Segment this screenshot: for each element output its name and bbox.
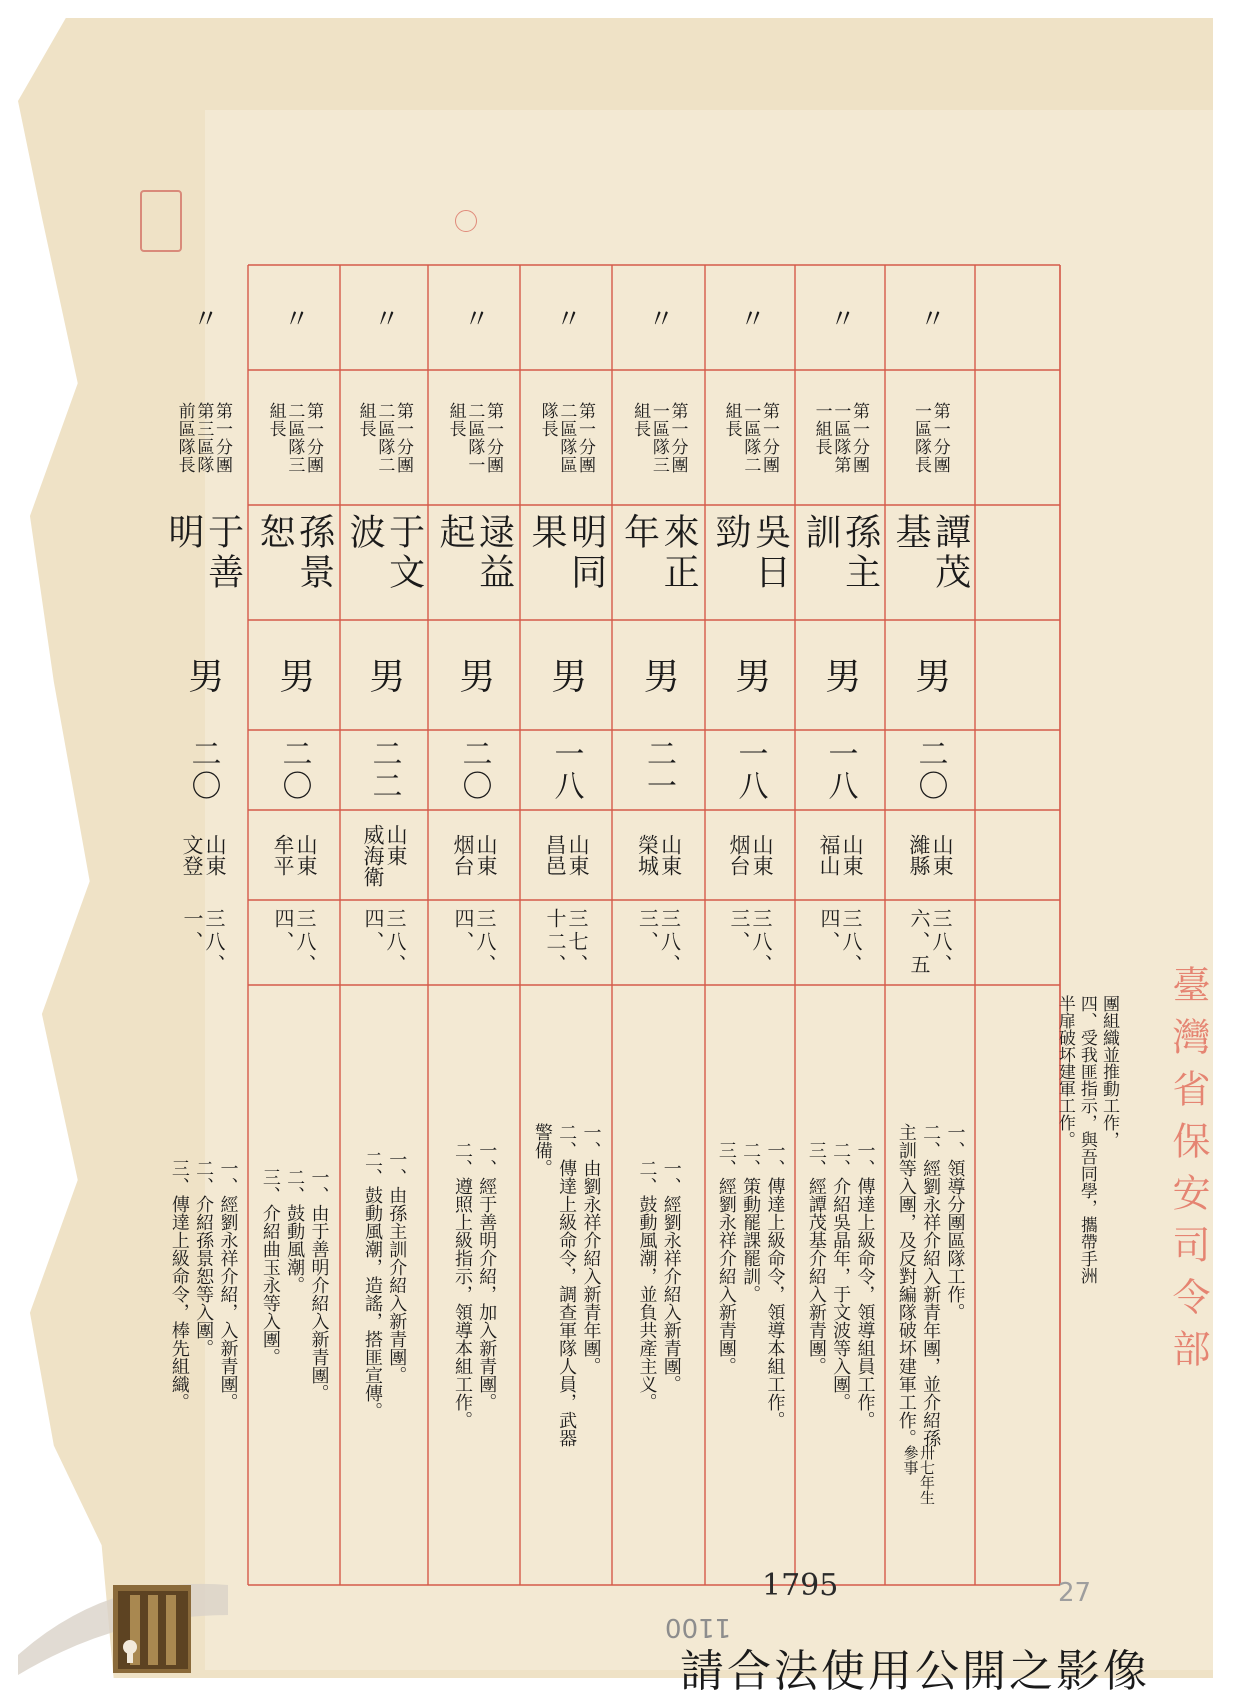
row-5-unit: 第一分團 二區隊區 隊長 bbox=[537, 401, 596, 474]
header-note: 團組織並推動工作， 四、受我匪指示，與吾同學，攜帶手洲 半扉破坏建軍工作。 bbox=[1054, 995, 1119, 1284]
row-7-unit: 第一分團 二區隊二 組長 bbox=[355, 401, 414, 474]
row-6-native: 山東 烟台 bbox=[451, 834, 499, 876]
row-5-date: 三七、十二、 bbox=[543, 908, 589, 977]
row-3-date: 三八、三、 bbox=[727, 908, 773, 977]
row-7-age: 二二 bbox=[366, 738, 402, 802]
row-6-remarks: 一、經于善明介紹，加入新青團。 二、遵照上級指示，領導本組工作。 bbox=[452, 1141, 498, 1429]
row-2-remarks: 一、傳達上級命令，領導組員工作。 二、介紹吳晶年，于文波等入團。 三、經譚茂基介紹入新青團。 bbox=[805, 1141, 876, 1429]
row-1-name: 譚茂基 bbox=[890, 513, 971, 593]
row-8-remarks: 一、由于善明介紹入新青團。 二、鼓動風潮。 三、介紹曲玉永等入團。 bbox=[259, 1168, 330, 1402]
row-1-sex: 男 bbox=[909, 657, 951, 693]
row-4-ditto: 〃 bbox=[643, 304, 674, 331]
row-9-native: 山東 文登 bbox=[180, 834, 228, 876]
row-9-sex: 男 bbox=[182, 657, 224, 693]
row-1-remarks: 一、領導分團區隊工作。 二、經劉永祥介紹入新青年團，並介紹孫 主訓等入團，及反對編隊破坏建軍工作。 bbox=[895, 1123, 966, 1447]
pencil-number: 27 bbox=[1058, 1578, 1092, 1608]
row-9-age: 二〇 bbox=[185, 738, 221, 802]
date-annotation: 卅七年生 參事 bbox=[901, 1445, 936, 1505]
row-6-age: 二〇 bbox=[456, 738, 492, 802]
institution-stamp: 臺灣省保安司令部 bbox=[1166, 965, 1210, 1381]
row-6-date: 三八、四、 bbox=[451, 908, 497, 977]
row-6-ditto: 〃 bbox=[459, 304, 490, 331]
row-9-date: 三八、一、 bbox=[180, 908, 226, 977]
row-8-age: 二〇 bbox=[276, 738, 312, 802]
row-6-unit: 第一分團 二區隊一 組長 bbox=[445, 401, 504, 474]
row-8-name: 孫景恕 bbox=[254, 513, 335, 593]
row-2-unit: 第一分團 一區隊第 一組長 bbox=[811, 401, 870, 474]
row-2-date: 三八、四、 bbox=[817, 908, 863, 977]
row-9-name: 于善明 bbox=[163, 513, 244, 593]
row-3-name: 吳日勁 bbox=[710, 513, 791, 593]
pencil-number-inverted: 1100 bbox=[665, 1612, 732, 1642]
row-4-name: 來正年 bbox=[618, 513, 700, 593]
row-7-ditto: 〃 bbox=[369, 304, 400, 331]
row-5-remarks: 一、由劉永祥介紹入新青年團。 二、傳達上級命令，調查軍隊人員，武器 警備。 bbox=[531, 1123, 602, 1447]
row-7-sex: 男 bbox=[363, 657, 405, 693]
row-3-ditto: 〃 bbox=[735, 304, 766, 331]
row-8-sex: 男 bbox=[273, 657, 315, 693]
row-8-date: 三八、四、 bbox=[271, 908, 317, 977]
row-2-ditto: 〃 bbox=[825, 304, 856, 331]
usage-watermark: 請合法使用公開之影像 bbox=[680, 1646, 1150, 1697]
row-8-ditto: 〃 bbox=[279, 304, 310, 331]
row-2-age: 一八 bbox=[822, 738, 858, 802]
row-9-ditto: 〃 bbox=[188, 304, 219, 331]
row-8-native: 山東 牟平 bbox=[271, 834, 319, 876]
row-2-name: 孫主訓 bbox=[800, 513, 881, 593]
row-4-sex: 男 bbox=[638, 657, 680, 693]
row-2-sex: 男 bbox=[819, 657, 861, 693]
row-4-age: 二一 bbox=[641, 738, 676, 802]
row-1-age: 二〇 bbox=[912, 738, 948, 802]
row-7-remarks: 一、由孫主訓介紹入新青團。 二、鼓動風潮，造謠，搭匪宣傳。 bbox=[362, 1150, 408, 1420]
row-3-sex: 男 bbox=[729, 657, 771, 693]
row-8-unit: 第一分團 二區隊三 組長 bbox=[265, 401, 324, 474]
page-number: 1795 bbox=[762, 1568, 839, 1603]
row-3-remarks: 一、傳達上級命令，領導本組工作。 二、策動罷課罷訓。 三、經劉永祥介紹入新青團。 bbox=[715, 1141, 786, 1429]
archive-book-logo-icon bbox=[18, 1555, 228, 1685]
row-5-sex: 男 bbox=[545, 657, 587, 693]
row-4-unit: 第一分團 一區隊三 組長 bbox=[630, 401, 688, 474]
row-1-date: 三八、六、五 bbox=[907, 908, 953, 977]
row-6-name: 逯益起 bbox=[434, 513, 515, 593]
row-4-remarks: 一、經劉永祥介紹入新青團。 二、鼓動風潮，並負共產主义。 bbox=[636, 1159, 682, 1411]
row-3-age: 一八 bbox=[732, 738, 768, 802]
row-1-native: 山東 濰縣 bbox=[907, 834, 955, 876]
row-5-ditto: 〃 bbox=[551, 304, 582, 331]
row-5-age: 一八 bbox=[548, 738, 584, 802]
row-3-native: 山東 烟台 bbox=[727, 834, 775, 876]
row-1-unit: 第一分團 一區隊長 bbox=[911, 401, 950, 474]
row-7-date: 三八、四、 bbox=[361, 908, 407, 977]
row-7-native: 山東 威海衛 bbox=[361, 823, 409, 887]
row-6-sex: 男 bbox=[453, 657, 495, 693]
row-5-name: 明同果 bbox=[526, 513, 607, 593]
row-7-name: 于文波 bbox=[344, 513, 425, 593]
row-4-date: 三八、三、 bbox=[635, 908, 682, 977]
row-1-ditto: 〃 bbox=[915, 304, 946, 331]
row-2-native: 山東 福山 bbox=[817, 834, 865, 876]
row-9-unit: 第一分團 第三區隊 前區隊長 bbox=[174, 401, 233, 474]
row-3-unit: 第一分團 一區隊二 組長 bbox=[721, 401, 780, 474]
row-4-native: 山東 榮城 bbox=[635, 834, 683, 876]
row-5-native: 山東 昌邑 bbox=[543, 834, 591, 876]
row-9-remarks: 一、經劉永祥介紹，入新青團。 二、介紹孫景恕等入團。 三、傳達上級命令，棒先組織。 bbox=[168, 1159, 239, 1411]
